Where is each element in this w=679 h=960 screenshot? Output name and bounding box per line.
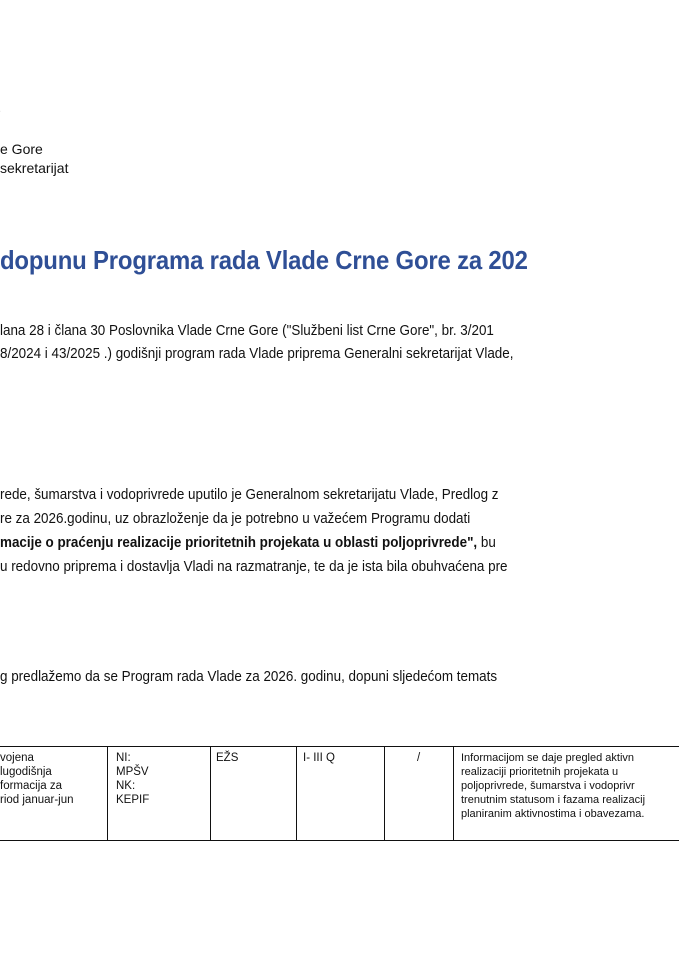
table-col-divider (296, 746, 297, 841)
cell-line: trenutnim statusom i fazama realizacij (461, 794, 646, 806)
para2-line1: rede, šumarstva i vodoprivrede uputilo je Generalnom sekretarijatu Vlade, Predlog z (0, 487, 499, 503)
table-col-divider (384, 746, 385, 841)
header-line-2: sekretarijat (0, 160, 69, 176)
cell-line: NK: (116, 780, 136, 792)
header-fragment (0, 100, 1, 118)
table-cell-title (0, 751, 74, 807)
document-title: dopunu Programa rada Vlade Crne Gore za 202 (0, 245, 528, 275)
para2-line3 (0, 532, 496, 554)
cell-line: NI: (116, 752, 131, 764)
table-col-divider (453, 746, 454, 841)
para2-line2: re za 2026.godinu, uz obrazloženje da je potrebno u važećem Programu dodati (0, 511, 471, 527)
cell-line: realizaciji prioritetnih projekata u (461, 766, 619, 778)
header-line-1: e Gore (0, 141, 43, 157)
cell-line: lugodišnja (0, 766, 52, 778)
table-cell-responsible (116, 751, 149, 807)
cell-line: Informacijom se daje pregled aktivn (461, 752, 635, 764)
para1-line1: lana 28 i člana 30 Poslovnika Vlade Crne Gore ("Službeni list Crne Gore", br. 3/201 (0, 323, 494, 339)
para2-line4: u redovno priprema i dostavlja Vladi na razmatranje, te da je ista bila obuhvaćena pre (0, 559, 508, 575)
table-cell-area: EŽS (216, 752, 239, 764)
cell-line: vojena (0, 752, 34, 764)
cell-line: planiranim aktivnostima i obavezama. (461, 808, 645, 820)
table-col-divider (107, 746, 108, 841)
para1-line2: 8/2024 i 43/2025 .) godišnji program rada Vlade priprema Generalni sekretarijat Vlade, (0, 346, 514, 362)
cell-line: KEPIF (116, 794, 150, 806)
cell-line: riod januar-jun (0, 794, 74, 806)
table-cell-empty: / (417, 752, 421, 764)
para2-bold-phrase: macije o praćenju realizacije prioritetnih projekata u oblasti poljoprivrede", (0, 535, 478, 551)
table-cell-deadline: I- III Q (303, 752, 335, 764)
table-top-border (0, 746, 679, 747)
cell-line: MPŠV (116, 766, 149, 778)
cell-line: poljoprivrede, šumarstva i vodoprivr (461, 780, 635, 792)
cell-line: formacija za (0, 780, 62, 792)
table-bottom-border (0, 840, 679, 841)
para2-line3-rest: bu (477, 535, 496, 551)
table-cell-description (461, 751, 645, 821)
para3-line1: g predlažemo da se Program rada Vlade za 2026. godinu, dopuni sljedećom temats (0, 669, 498, 685)
table-col-divider (210, 746, 211, 841)
